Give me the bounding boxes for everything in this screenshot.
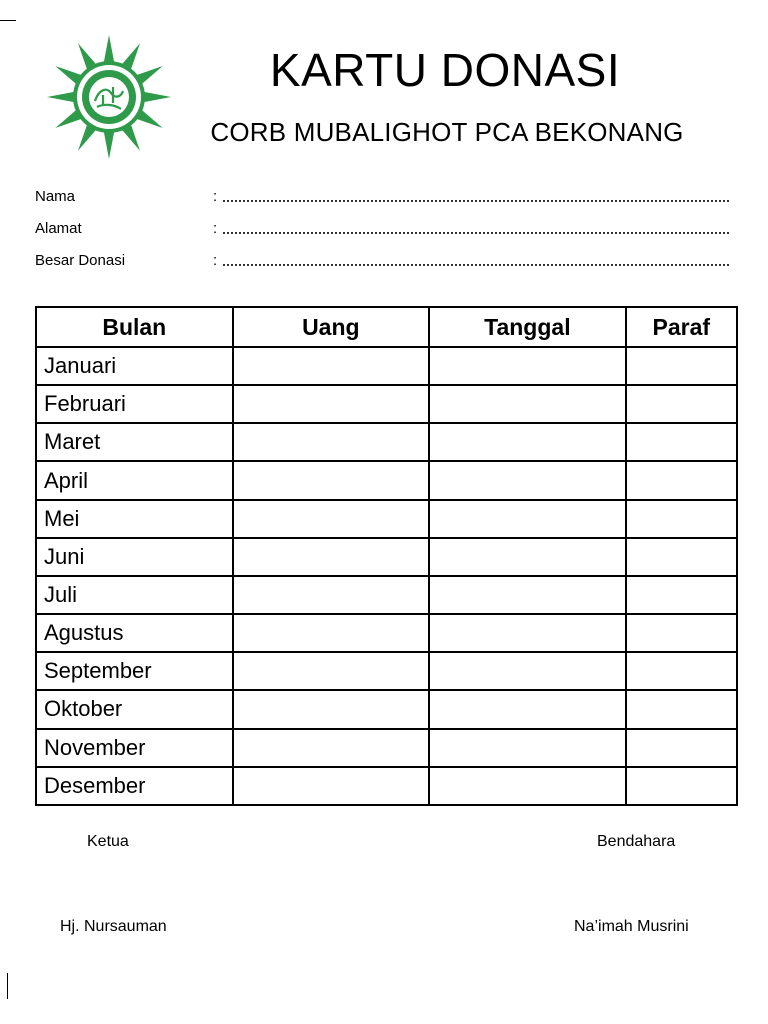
month-cell: Januari — [36, 347, 233, 385]
logo-sun-ray — [104, 131, 115, 159]
paraf-cell[interactable] — [626, 461, 737, 499]
tanggal-cell[interactable] — [429, 538, 626, 576]
fill-in-line-besar-donasi[interactable] — [223, 264, 729, 266]
table-row — [36, 614, 737, 652]
page-subtitle: CORB MUBALIGHOT PCA BEKONANG — [210, 117, 684, 147]
table-row — [36, 423, 737, 461]
tanggal-cell[interactable] — [429, 652, 626, 690]
tanggal-cell[interactable] — [429, 576, 626, 614]
table-row — [36, 347, 737, 385]
field-label-nama: Nama — [35, 188, 76, 205]
uang-cell[interactable] — [233, 652, 430, 690]
uang-cell[interactable] — [233, 729, 430, 767]
paraf-cell[interactable] — [626, 538, 737, 576]
month-cell: Maret — [36, 423, 233, 461]
donation-table — [35, 306, 738, 806]
month-cell: Juni — [36, 538, 233, 576]
uang-cell[interactable] — [233, 690, 430, 728]
tanggal-cell[interactable] — [429, 461, 626, 499]
field-nama[interactable] — [35, 186, 735, 208]
paraf-cell[interactable] — [626, 690, 737, 728]
table-row — [36, 538, 737, 576]
tanggal-cell[interactable] — [429, 423, 626, 461]
paraf-cell[interactable] — [626, 385, 737, 423]
field-colon: : — [213, 252, 218, 269]
uang-cell[interactable] — [233, 767, 430, 805]
uang-cell[interactable] — [233, 385, 430, 423]
field-colon: : — [213, 220, 218, 237]
paraf-cell[interactable] — [626, 576, 737, 614]
signature-role-ketua: Ketua — [87, 833, 129, 850]
paraf-cell[interactable] — [626, 614, 737, 652]
field-colon: : — [213, 188, 218, 205]
logo-sun-ray — [143, 92, 171, 103]
month-cell: Juli — [36, 576, 233, 614]
fill-in-line-alamat[interactable] — [223, 232, 729, 234]
month-cell: Agustus — [36, 614, 233, 652]
table-row — [36, 500, 737, 538]
field-besar-donasi[interactable] — [35, 250, 735, 272]
fill-in-line-nama[interactable] — [223, 200, 729, 202]
month-cell: Oktober — [36, 690, 233, 728]
month-cell: Desember — [36, 767, 233, 805]
paraf-cell[interactable] — [626, 652, 737, 690]
signature-name-ketua: Hj. Nursauman — [60, 918, 167, 935]
column-header-paraf: Paraf — [626, 307, 737, 347]
field-label-besar-donasi: Besar Donasi — [35, 252, 126, 269]
table-header-row — [36, 307, 737, 347]
tanggal-cell[interactable] — [429, 767, 626, 805]
table-row — [36, 690, 737, 728]
signature-name-bendahara: Na’imah Musrini — [574, 918, 689, 935]
column-header-bulan: Bulan — [36, 307, 233, 347]
paraf-cell[interactable] — [626, 423, 737, 461]
uang-cell[interactable] — [233, 461, 430, 499]
column-header-uang: Uang — [233, 307, 430, 347]
text-cursor-mark — [7, 973, 8, 999]
table-row — [36, 385, 737, 423]
table-row — [36, 729, 737, 767]
page-corner-mark — [0, 20, 16, 21]
table-row — [36, 652, 737, 690]
month-cell: Februari — [36, 385, 233, 423]
tanggal-cell[interactable] — [429, 729, 626, 767]
table-body — [36, 347, 737, 805]
page-title: KARTU DONASI — [269, 44, 621, 96]
uang-cell[interactable] — [233, 576, 430, 614]
tanggal-cell[interactable] — [429, 690, 626, 728]
tanggal-cell[interactable] — [429, 385, 626, 423]
uang-cell[interactable] — [233, 347, 430, 385]
month-cell: Mei — [36, 500, 233, 538]
paraf-cell[interactable] — [626, 500, 737, 538]
tanggal-cell[interactable] — [429, 347, 626, 385]
field-label-alamat: Alamat — [35, 220, 82, 237]
uang-cell[interactable] — [233, 423, 430, 461]
table-row — [36, 461, 737, 499]
column-header-tanggal: Tanggal — [429, 307, 626, 347]
muhammadiyah-sun-logo-icon — [38, 33, 180, 161]
logo-sun-ray — [47, 92, 75, 103]
paraf-cell[interactable] — [626, 767, 737, 805]
tanggal-cell[interactable] — [429, 614, 626, 652]
paraf-cell[interactable] — [626, 347, 737, 385]
tanggal-cell[interactable] — [429, 500, 626, 538]
uang-cell[interactable] — [233, 614, 430, 652]
uang-cell[interactable] — [233, 538, 430, 576]
signature-role-bendahara: Bendahara — [597, 833, 676, 850]
month-cell: April — [36, 461, 233, 499]
logo-sun-ray — [104, 35, 115, 63]
field-alamat[interactable] — [35, 218, 735, 240]
month-cell: September — [36, 652, 233, 690]
uang-cell[interactable] — [233, 500, 430, 538]
table-row — [36, 767, 737, 805]
paraf-cell[interactable] — [626, 729, 737, 767]
month-cell: November — [36, 729, 233, 767]
table-row — [36, 576, 737, 614]
